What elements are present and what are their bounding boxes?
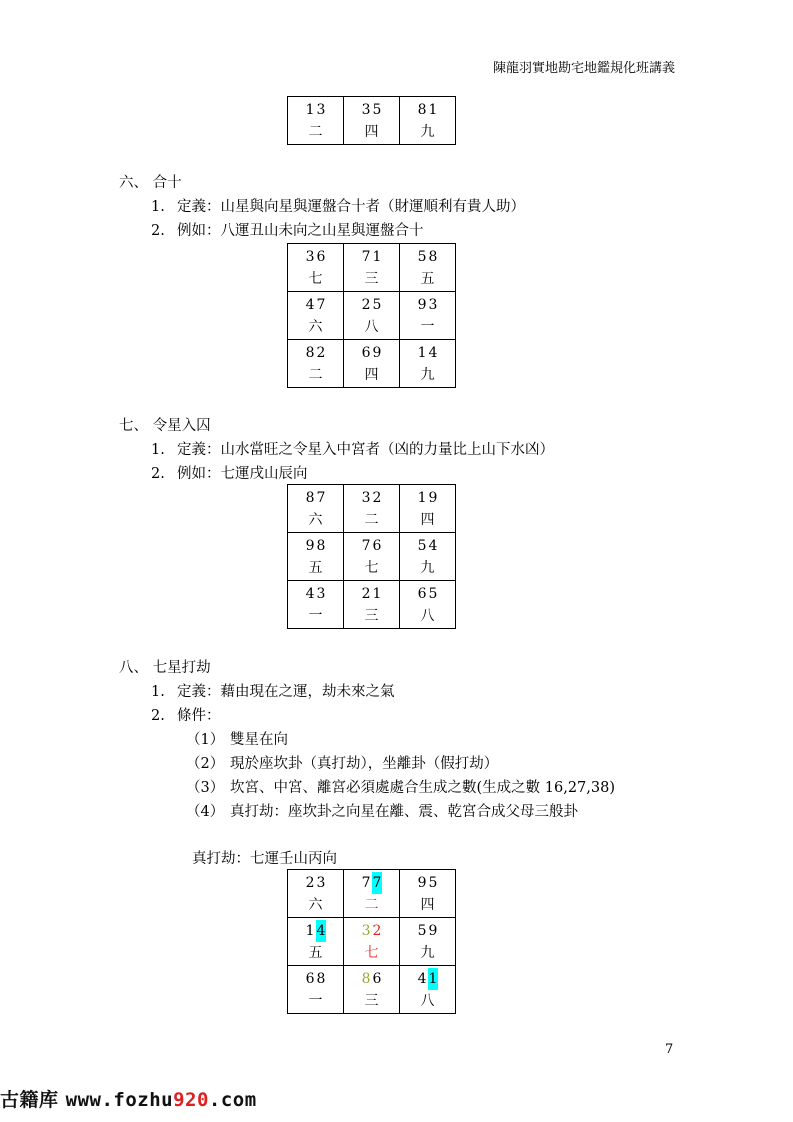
facing-star: 3	[428, 296, 438, 313]
star-numbers	[288, 535, 343, 557]
mountain-star: 3	[305, 248, 315, 265]
grid-row	[288, 966, 456, 1014]
flying-star-grid-3	[287, 484, 456, 629]
mountain-star: 5	[417, 922, 427, 939]
star-numbers	[344, 342, 399, 364]
period-star: 六	[308, 511, 323, 528]
star-numbers	[400, 968, 455, 990]
item-text: 例如：七運戌山辰向	[177, 466, 308, 482]
grid-cell	[400, 485, 456, 533]
facing-star: 3	[316, 874, 326, 891]
facing-star: 6	[372, 970, 382, 987]
condition-item	[186, 800, 578, 821]
star-numbers	[400, 342, 455, 364]
facing-star: 7	[372, 872, 383, 894]
star-numbers	[288, 872, 343, 894]
mountain-star: 6	[361, 344, 371, 361]
condition-item	[186, 728, 288, 749]
period-star: 一	[420, 318, 435, 335]
mountain-star: 6	[417, 585, 427, 602]
facing-star: 3	[316, 585, 326, 602]
period-star: 四	[364, 366, 379, 383]
period-star: 五	[308, 559, 323, 576]
flying-star-grid-1	[287, 96, 456, 145]
flying-star-grid-2	[287, 243, 456, 388]
grid-row	[288, 485, 456, 533]
period-star: 三	[364, 270, 379, 287]
condition-number: （4）	[186, 804, 225, 820]
facing-star: 8	[316, 537, 326, 554]
grid-cell	[344, 533, 400, 581]
mountain-star: 9	[417, 874, 427, 891]
grid-row	[288, 870, 456, 918]
grid-cell	[400, 533, 456, 581]
facing-star: 2	[316, 344, 326, 361]
item-number: 2.	[151, 708, 165, 724]
facing-star: 7	[316, 489, 326, 506]
star-numbers	[344, 968, 399, 990]
period-star: 九	[420, 123, 435, 140]
facing-star: 5	[372, 296, 382, 313]
grid-cell	[344, 244, 400, 292]
star-numbers	[344, 583, 399, 605]
condition-item	[186, 776, 615, 797]
facing-star: 1	[428, 968, 439, 990]
condition-text: 現於座坎卦（真打劫），坐離卦（假打劫）	[230, 756, 499, 772]
grid-cell	[288, 340, 344, 388]
mountain-star: 4	[417, 970, 427, 987]
grid-cell	[288, 244, 344, 292]
grid-cell	[400, 340, 456, 388]
mountain-star: 7	[361, 248, 371, 265]
period-star: 九	[420, 366, 435, 383]
grid-cell	[288, 870, 344, 918]
site-url: www.fozhu920.com	[65, 1089, 257, 1111]
section-heading: 七、 令星入囚	[119, 418, 211, 434]
facing-star: 2	[372, 489, 382, 506]
grid-cell	[288, 485, 344, 533]
list-item	[151, 704, 221, 725]
grid-cell	[400, 870, 456, 918]
star-numbers	[344, 535, 399, 557]
grid-cell	[344, 485, 400, 533]
mountain-star: 5	[417, 537, 427, 554]
mountain-star: 8	[305, 489, 315, 506]
section-heading: 六、 合十	[119, 175, 182, 191]
grid-cell	[344, 581, 400, 629]
grid-row	[288, 244, 456, 292]
mountain-star: 3	[361, 922, 371, 939]
grid-row	[288, 918, 456, 966]
mountain-star: 3	[361, 101, 371, 118]
period-star: 九	[420, 559, 435, 576]
grid-cell	[288, 292, 344, 340]
facing-star: 6	[316, 248, 326, 265]
period-star: 八	[420, 607, 435, 624]
period-star: 七	[364, 559, 379, 576]
grid-row	[288, 97, 456, 145]
mountain-star: 4	[305, 585, 315, 602]
facing-star: 8	[316, 970, 326, 987]
condition-text: 坎宮、中宮、離宮必須處處合生成之數(生成之數 16,27,38)	[230, 780, 615, 796]
mountain-star: 7	[361, 874, 371, 891]
grid-cell	[400, 97, 456, 145]
item-text: 條件：	[177, 708, 221, 724]
facing-star: 7	[316, 296, 326, 313]
star-numbers	[288, 99, 343, 121]
grid-cell	[400, 244, 456, 292]
period-star: 二	[364, 896, 379, 913]
condition-number: （2）	[186, 756, 225, 772]
condition-item	[186, 752, 498, 773]
condition-text: 真打劫：座坎卦之向星在離、震、乾宮合成父母三般卦	[230, 804, 578, 820]
facing-star: 1	[372, 585, 382, 602]
grid-row	[288, 533, 456, 581]
period-star: 五	[420, 270, 435, 287]
flying-star-grid-4	[287, 869, 456, 1014]
facing-star: 5	[428, 585, 438, 602]
star-numbers	[400, 583, 455, 605]
star-numbers	[400, 487, 455, 509]
star-numbers	[400, 920, 455, 942]
mountain-star: 7	[361, 537, 371, 554]
list-item	[151, 438, 554, 459]
grid-row	[288, 340, 456, 388]
grid-cell	[288, 533, 344, 581]
facing-star: 9	[428, 489, 438, 506]
grid-cell	[288, 581, 344, 629]
grid-cell	[400, 966, 456, 1014]
footer-watermark	[0, 1085, 257, 1112]
star-numbers	[344, 920, 399, 942]
facing-star: 3	[316, 101, 326, 118]
list-item	[151, 680, 395, 701]
period-star: 七	[308, 270, 323, 287]
facing-star: 6	[372, 537, 382, 554]
mountain-star: 1	[417, 344, 427, 361]
period-star: 七	[364, 944, 379, 961]
mountain-star: 1	[305, 922, 315, 939]
star-numbers	[344, 99, 399, 121]
mountain-star: 2	[361, 585, 371, 602]
period-star: 四	[364, 123, 379, 140]
facing-star: 1	[372, 248, 382, 265]
item-number: 1.	[151, 442, 165, 458]
star-numbers	[288, 920, 343, 942]
facing-star: 8	[428, 248, 438, 265]
grid-row	[288, 581, 456, 629]
star-numbers	[344, 246, 399, 268]
grid-caption: 真打劫：七運壬山丙向	[192, 851, 337, 867]
star-numbers	[400, 246, 455, 268]
star-numbers	[400, 535, 455, 557]
star-numbers	[344, 487, 399, 509]
facing-star: 1	[428, 101, 438, 118]
grid-cell	[400, 581, 456, 629]
grid-cell	[288, 966, 344, 1014]
period-star: 二	[308, 366, 323, 383]
item-text: 定義：藉由現在之運，劫未來之氣	[177, 684, 395, 700]
period-star: 八	[420, 992, 435, 1009]
star-numbers	[344, 872, 399, 894]
page-number: 7	[665, 1042, 674, 1057]
mountain-star: 9	[417, 296, 427, 313]
condition-number: （3）	[186, 780, 225, 796]
period-star: 四	[420, 511, 435, 528]
list-item	[151, 462, 308, 483]
grid-cell	[344, 870, 400, 918]
facing-star: 9	[428, 922, 438, 939]
period-star: 五	[308, 944, 323, 961]
grid-cell	[288, 97, 344, 145]
item-text: 定義：山水當旺之令星入中宮者（凶的力量比上山下水凶）	[177, 442, 554, 458]
item-number: 1.	[151, 684, 165, 700]
facing-star: 4	[316, 920, 327, 942]
star-numbers	[400, 294, 455, 316]
mountain-star: 8	[417, 101, 427, 118]
item-number: 2.	[151, 466, 165, 482]
facing-star: 4	[428, 537, 438, 554]
period-star: 四	[420, 896, 435, 913]
item-text: 定義：山星與向星與運盤合十者（財運順利有貴人助）	[177, 199, 525, 215]
grid-cell	[344, 918, 400, 966]
star-numbers	[400, 99, 455, 121]
period-star: 二	[364, 511, 379, 528]
item-text: 例如：八運丑山未向之山星與運盤合十	[177, 223, 424, 239]
mountain-star: 5	[417, 248, 427, 265]
facing-star: 5	[372, 101, 382, 118]
mountain-star: 2	[361, 296, 371, 313]
condition-text: 雙星在向	[230, 732, 288, 748]
item-number: 1.	[151, 199, 165, 215]
page-header: 陳龍羽實地勘宅地鑑規化班講義	[492, 61, 675, 76]
mountain-star: 4	[305, 296, 315, 313]
list-item	[151, 219, 424, 240]
grid-cell	[400, 918, 456, 966]
section-heading: 八、 七星打劫	[119, 660, 211, 676]
mountain-star: 9	[305, 537, 315, 554]
mountain-star: 8	[305, 344, 315, 361]
grid-cell	[288, 918, 344, 966]
period-star: 六	[308, 896, 323, 913]
period-star: 三	[364, 992, 379, 1009]
list-item	[151, 195, 525, 216]
star-numbers	[400, 872, 455, 894]
period-star: 二	[308, 123, 323, 140]
mountain-star: 2	[305, 874, 315, 891]
period-star: 九	[420, 944, 435, 961]
period-star: 八	[364, 318, 379, 335]
item-number: 2.	[151, 223, 165, 239]
star-numbers	[344, 294, 399, 316]
facing-star: 2	[372, 922, 382, 939]
condition-number: （1）	[186, 732, 225, 748]
grid-cell	[344, 292, 400, 340]
star-numbers	[288, 583, 343, 605]
star-numbers	[288, 342, 343, 364]
period-star: 六	[308, 318, 323, 335]
grid-cell	[344, 97, 400, 145]
facing-star: 4	[428, 344, 438, 361]
grid-row	[288, 292, 456, 340]
facing-star: 9	[372, 344, 382, 361]
mountain-star: 6	[305, 970, 315, 987]
mountain-star: 1	[305, 101, 315, 118]
star-numbers	[288, 246, 343, 268]
star-numbers	[288, 487, 343, 509]
grid-cell	[400, 292, 456, 340]
star-numbers	[288, 294, 343, 316]
star-numbers	[288, 968, 343, 990]
mountain-star: 1	[417, 489, 427, 506]
grid-cell	[344, 340, 400, 388]
mountain-star: 3	[361, 489, 371, 506]
period-star: 三	[364, 607, 379, 624]
facing-star: 5	[428, 874, 438, 891]
brand-text: 古籍库	[0, 1089, 59, 1111]
period-star: 一	[308, 607, 323, 624]
period-star: 一	[308, 992, 323, 1009]
grid-cell	[344, 966, 400, 1014]
mountain-star: 8	[361, 970, 371, 987]
